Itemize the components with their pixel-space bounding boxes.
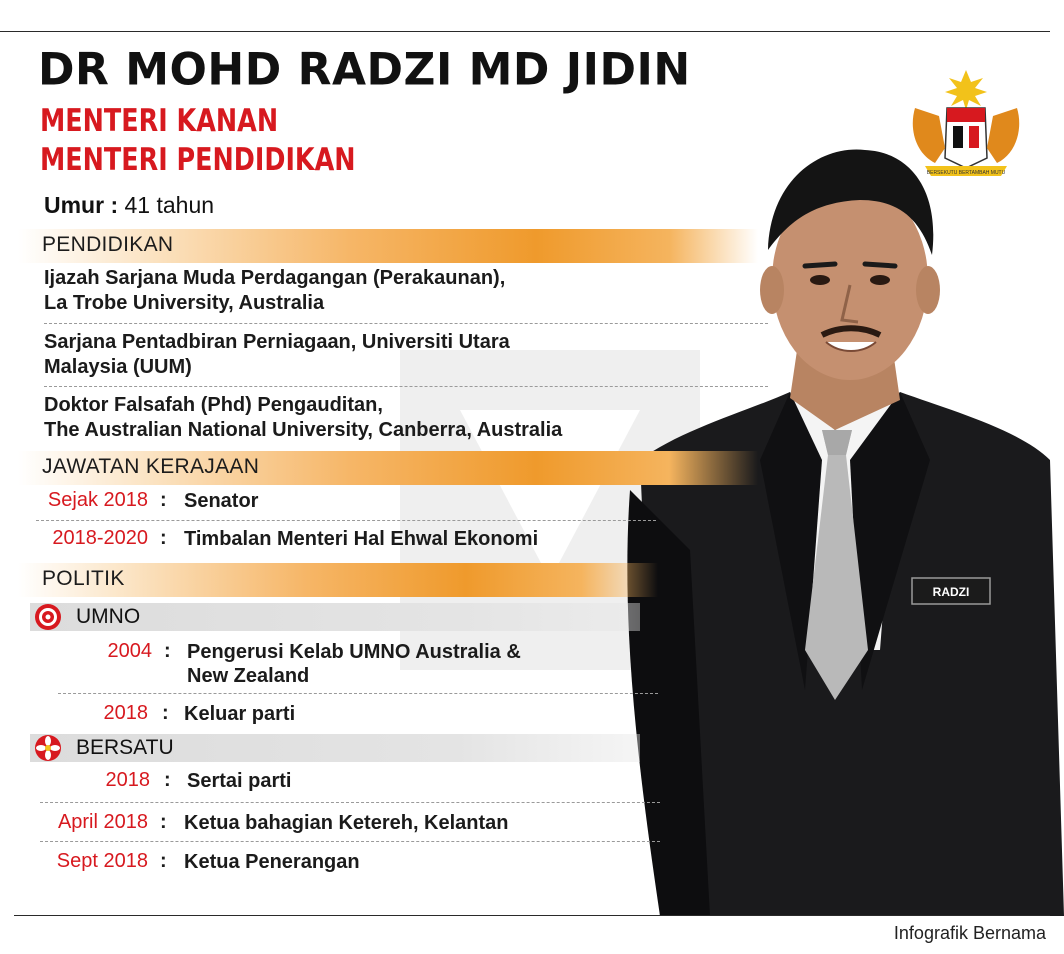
row-colon: : (160, 527, 167, 549)
divider (40, 802, 660, 803)
umno-logo-icon (34, 603, 62, 631)
bersatu-logo-icon (34, 734, 62, 762)
row-year: 2018-2020 (52, 527, 148, 549)
row-year: Sept 2018 (56, 850, 148, 872)
age-value: 41 tahun (124, 192, 215, 218)
row-text: Ketua bahagian Ketereh, Kelantan (184, 812, 509, 834)
row-text (187, 640, 521, 688)
row-year: April 2018 (57, 811, 148, 833)
education-line: La Trobe University, Australia (44, 292, 325, 314)
row-colon: : (160, 489, 167, 511)
divider (40, 841, 660, 842)
divider (58, 693, 658, 694)
divider (44, 323, 768, 324)
party-name-umno: UMNO (76, 605, 141, 628)
row-text: Timbalan Menteri Hal Ehwal Ekonomi (184, 528, 539, 550)
party-bersatu (30, 734, 640, 762)
row-colon: : (160, 850, 167, 872)
row-text-line: Pengerusi Kelab UMNO Australia & (187, 641, 521, 663)
row-text: Senator (184, 490, 259, 512)
party-name-bersatu: BERSATU (76, 736, 174, 759)
education-item (44, 330, 510, 380)
top-rule (0, 31, 1050, 32)
divider (36, 520, 656, 521)
divider (44, 386, 768, 387)
row-colon: : (164, 640, 171, 662)
age-label: Umur : (44, 192, 119, 218)
crest-motto: BERSEKUTU BERTAMBAH MUTU (926, 170, 1006, 176)
section-title-politik: POLITIK (42, 567, 125, 590)
education-line: Doktor Falsafah (Phd) Pengauditan, (44, 394, 383, 416)
section-jawatan-kerajaan (18, 451, 758, 485)
education-item (44, 393, 562, 443)
row-colon: : (160, 811, 167, 833)
section-title-jawatan: JAWATAN KERAJAAN (42, 455, 260, 478)
footer-credit: Infografik Bernama (893, 923, 1046, 943)
row-text: Keluar parti (184, 703, 296, 725)
person-name: DR MOHD RADZI MD JIDIN (38, 43, 691, 96)
education-line: The Australian National University, Canberra, Australia (44, 419, 563, 441)
name-tag: RADZI (932, 585, 970, 599)
section-title-pendidikan: PENDIDIKAN (42, 233, 174, 256)
age (44, 192, 214, 219)
party-umno (30, 603, 640, 631)
row-year: 2004 (107, 640, 152, 662)
education-line: Malaysia (UUM) (44, 356, 192, 378)
section-politik (18, 563, 658, 597)
education-line: Ijazah Sarjana Muda Perdagangan (Perakaunan), (44, 267, 506, 289)
row-colon: : (164, 769, 171, 791)
row-year: 2018 (103, 702, 148, 724)
row-text: Ketua Penerangan (184, 851, 360, 873)
malaysia-coat-of-arms-icon (905, 68, 1027, 180)
row-colon: : (162, 702, 169, 724)
education-item (44, 266, 505, 316)
row-text: Sertai parti (187, 770, 292, 792)
row-text-line: New Zealand (187, 665, 310, 687)
section-pendidikan (18, 229, 758, 263)
role-line-1: MENTERI KANAN (40, 103, 279, 139)
row-year: 2018 (105, 769, 150, 791)
role-line-2: MENTERI PENDIDIKAN (40, 142, 356, 178)
row-year: Sejak 2018 (47, 489, 148, 511)
bottom-rule (14, 915, 1050, 916)
education-line: Sarjana Pentadbiran Perniagaan, Universiti Utara (44, 331, 510, 353)
